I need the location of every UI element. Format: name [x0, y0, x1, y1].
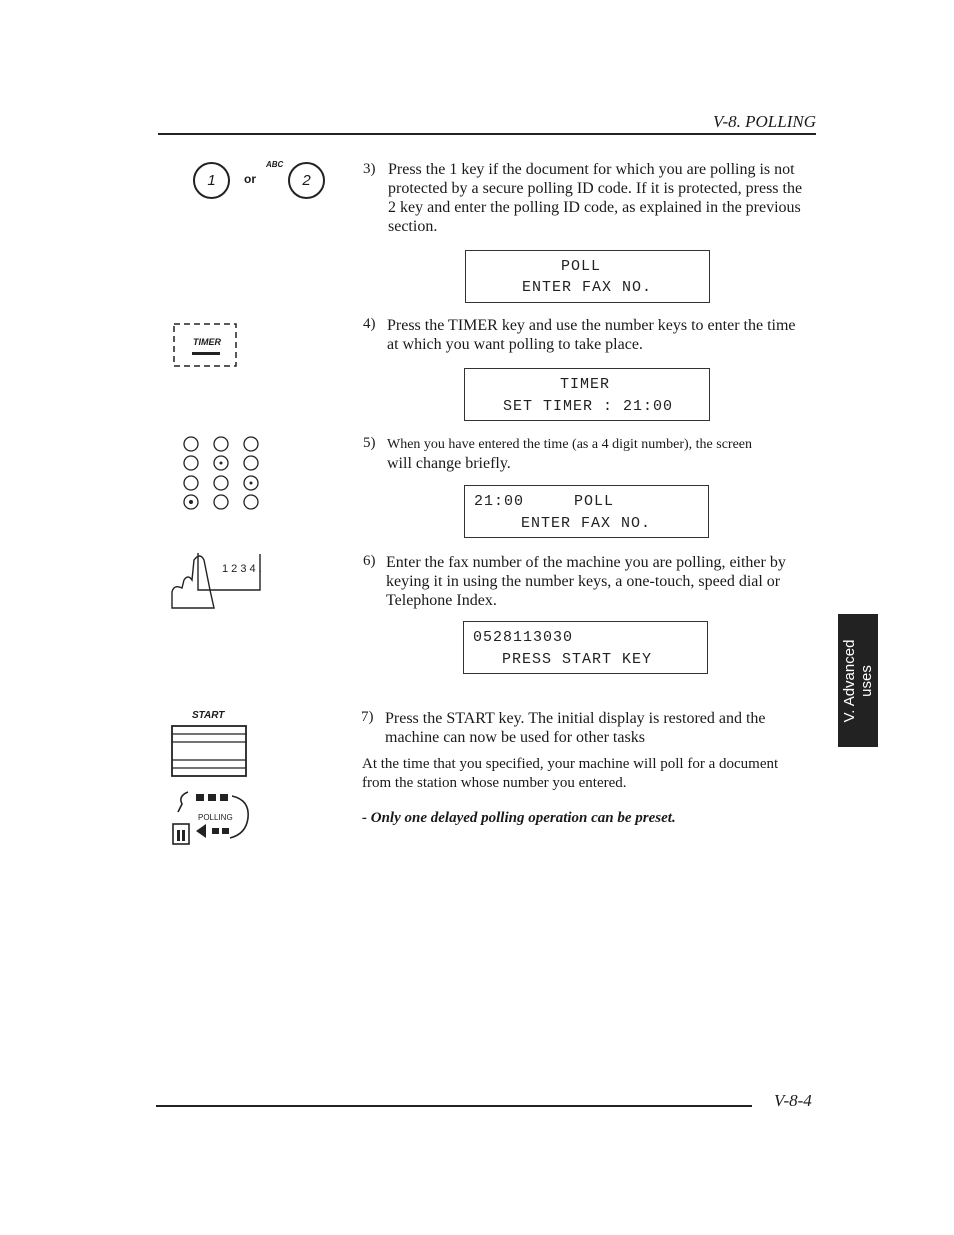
- footer-rule: [156, 1105, 752, 1107]
- step-5-number: 5): [363, 435, 376, 451]
- start-key-icon: [170, 724, 248, 778]
- start-key-label: START: [192, 710, 225, 721]
- lcd-display-time-poll: 21:00 POLL ENTER FAX NO.: [464, 485, 709, 538]
- svg-text:POLLING: POLLING: [198, 813, 233, 822]
- step-3-number: 3): [363, 161, 376, 177]
- or-label: or: [244, 172, 256, 186]
- delayed-polling-note: - Only one delayed polling operation can be preset.: [362, 810, 676, 826]
- step-4-number: 4): [363, 316, 376, 332]
- page-number: V-8-4: [774, 1091, 812, 1110]
- step-6-text: Enter the fax number of the machine you are polling, either by keying it in using the number keys, a one-touch, speed dial or Telephone Index.: [386, 554, 786, 609]
- step-6-number: 6): [363, 553, 376, 569]
- svg-text:1 2 3 4 .: 1 2 3 4 .: [222, 563, 262, 575]
- lcd-display-timer: TIMER SET TIMER : 21:00: [464, 368, 710, 421]
- lcd-display-poll: POLL ENTER FAX NO.: [465, 250, 710, 303]
- header-rule: [158, 133, 816, 135]
- lcd-display-fax-number: 0528113030 PRESS START KEY: [463, 621, 708, 674]
- page-header-title: V-8. POLLING: [713, 112, 816, 131]
- step-3-text: Press the 1 key if the document for which you are polling is not protected by a secure polling ID code. If it is protected, press the 2 key and enter the polling ID code, as explained in the previous section.: [388, 161, 803, 235]
- timer-key-label: TIMER: [193, 337, 221, 347]
- key-1-icon: 1: [193, 162, 230, 199]
- polling-time-paragraph: At the time that you specified, your machine will poll for a document from the station whose number you entered.: [362, 756, 779, 791]
- step-7-number: 7): [361, 709, 374, 725]
- key-2-icon: 2: [288, 162, 325, 199]
- polling-icon: [170, 786, 262, 848]
- section-side-tab: V. Advanced uses: [838, 614, 878, 747]
- step-4-text: Press the TIMER key and use the number keys to enter the time at which you want polling to take place.: [387, 317, 796, 353]
- step-7-text: Press the START key. The initial display is restored and the machine can now be used for other tasks: [385, 710, 766, 746]
- finger-keying-icon: [170, 550, 266, 612]
- abc-label: ABC: [266, 160, 284, 169]
- step-5-text: When you have entered the time (as a 4 digit number), the screen will change briefly.: [387, 437, 753, 472]
- keypad-icon: [175, 432, 267, 516]
